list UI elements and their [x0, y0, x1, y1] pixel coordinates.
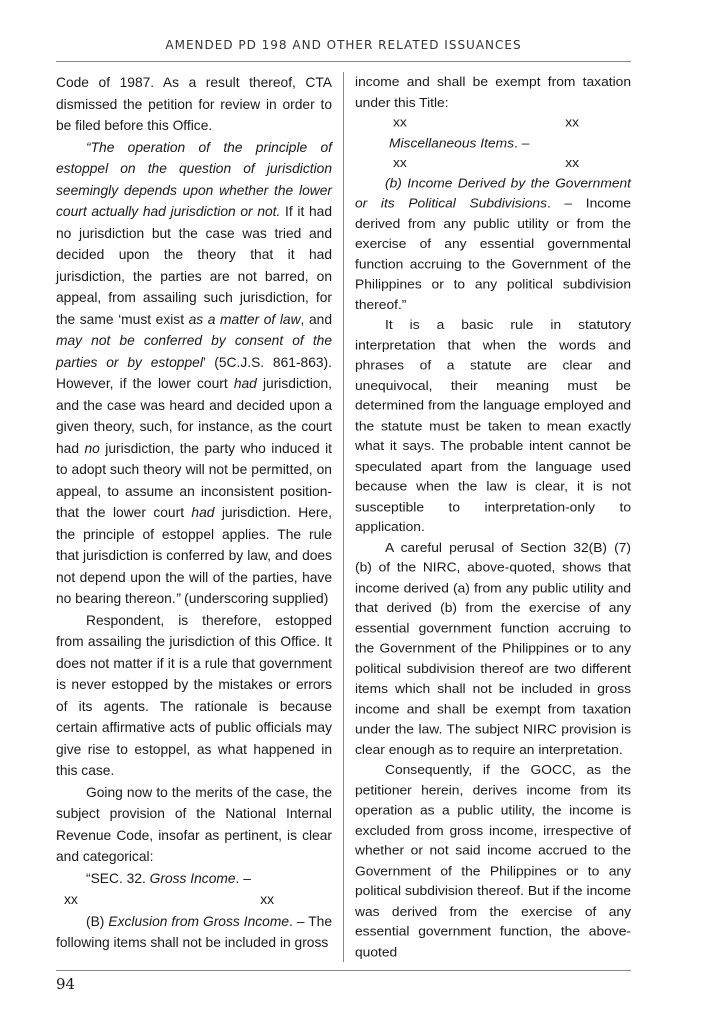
statute-subsection: (B) Exclusion from Gross Income. – The following items shall not be included in gross: [56, 913, 332, 950]
paragraph: Code of 1987. As a result thereof, CTA dismissed the petition for review in order to be filed before this Office.: [56, 75, 332, 133]
footer-rule: [56, 970, 631, 971]
right-column: [355, 72, 631, 962]
omission-marker: xx xx: [393, 115, 579, 130]
omission-marker: xx xx: [393, 155, 579, 170]
omission-marker: xx xx: [64, 892, 274, 907]
paragraph: income and shall be exempt from taxation under this Title:: [355, 74, 631, 110]
paragraph: Respondent, is therefore, estopped from assailing the jurisdiction of this Office. It does not matter if it is a rule that government is never estopped by the mistakes or errors of its agents. The rationale is because certain affirmative acts of public officials may give rise to estoppel, as what happened in this case.: [56, 612, 332, 778]
paragraph: Going now to the merits of the case, the subject provision of the National Internal Revenue Code, insofar as pertinent, is clear and categorical:: [56, 784, 332, 864]
statute-item: (b) Income Derived by the Government or its Political Subdivisions. – Income derived from any public utility or from the exercise of any essential governmental function accruing to the Government of the Philippines or to any political subdivision thereof.”: [355, 175, 631, 312]
page-number: 94: [56, 975, 76, 993]
paragraph: It is a basic rule in statutory interpretation that when the words and phrases of a statute are clear and unequivocal, their meaning must be determined from the language employed and the statute must be taken to mean exactly what it says. The probable intent cannot be speculated apart from the language used because when the law is clear, it is not susceptible to interpretation-only to application.: [355, 317, 631, 534]
paragraph: Consequently, if the GOCC, as the petitioner herein, derives income from its operation as a public utility, the income is excluded from gross income, irrespective of whether or not said income accrued to the Government of the Philippines or to any political subdivision thereof. But if the income was derived from the exercise of any essential government function, the above-quoted: [355, 762, 631, 959]
running-header: AMENDED PD 198 AND OTHER RELATED ISSUANCES: [165, 38, 522, 52]
statute-section-heading: “SEC. 32. Gross Income. –: [86, 870, 251, 886]
left-column: [56, 72, 332, 954]
paragraph: A careful perusal of Section 32(B) (7) (b) of the NIRC, above-quoted, shows that income derived (a) from any public utility and that derived (b) from the exercise of any essential government function accruing to the Government of the Philippines or to any political subdivision thereof are two different items which shall not be included in gross income and shall be exempt from taxation under the law. The subject NIRC provision is clear enough as to require an interpretation.: [355, 540, 631, 757]
header-rule: [56, 61, 631, 62]
column-divider: [343, 72, 344, 962]
statute-item-heading: Miscellaneous Items. –: [389, 135, 530, 150]
quoted-paragraph: “The operation of the principle of estoppel on the question of jurisdiction seemingly depends upon whether the lower court actually had jurisdiction or not. If it had no jurisdiction but the case was tried and decided upon the theory that it had jurisdiction, the parties are not barred, on appeal, from assailing such jurisdiction, for the same ‘must exist as a matter of law, and may not be conferred by consent of the parties or by estoppel’ (5C.J.S. 861-863). However, if the lower court had jurisdiction, and the case was heard and decided upon a given theory, such, for instance, as the court had no jurisdiction, the party who induced it to adopt such theory will not be permitted, on appeal, to assume an inconsistent position-that the lower court had jurisdiction. Here, the principle of estoppel applies. The rule that jurisdiction is conferred by law, and does not depend upon the will of the parties, have no bearing thereon.” (underscoring supplied): [56, 139, 332, 606]
